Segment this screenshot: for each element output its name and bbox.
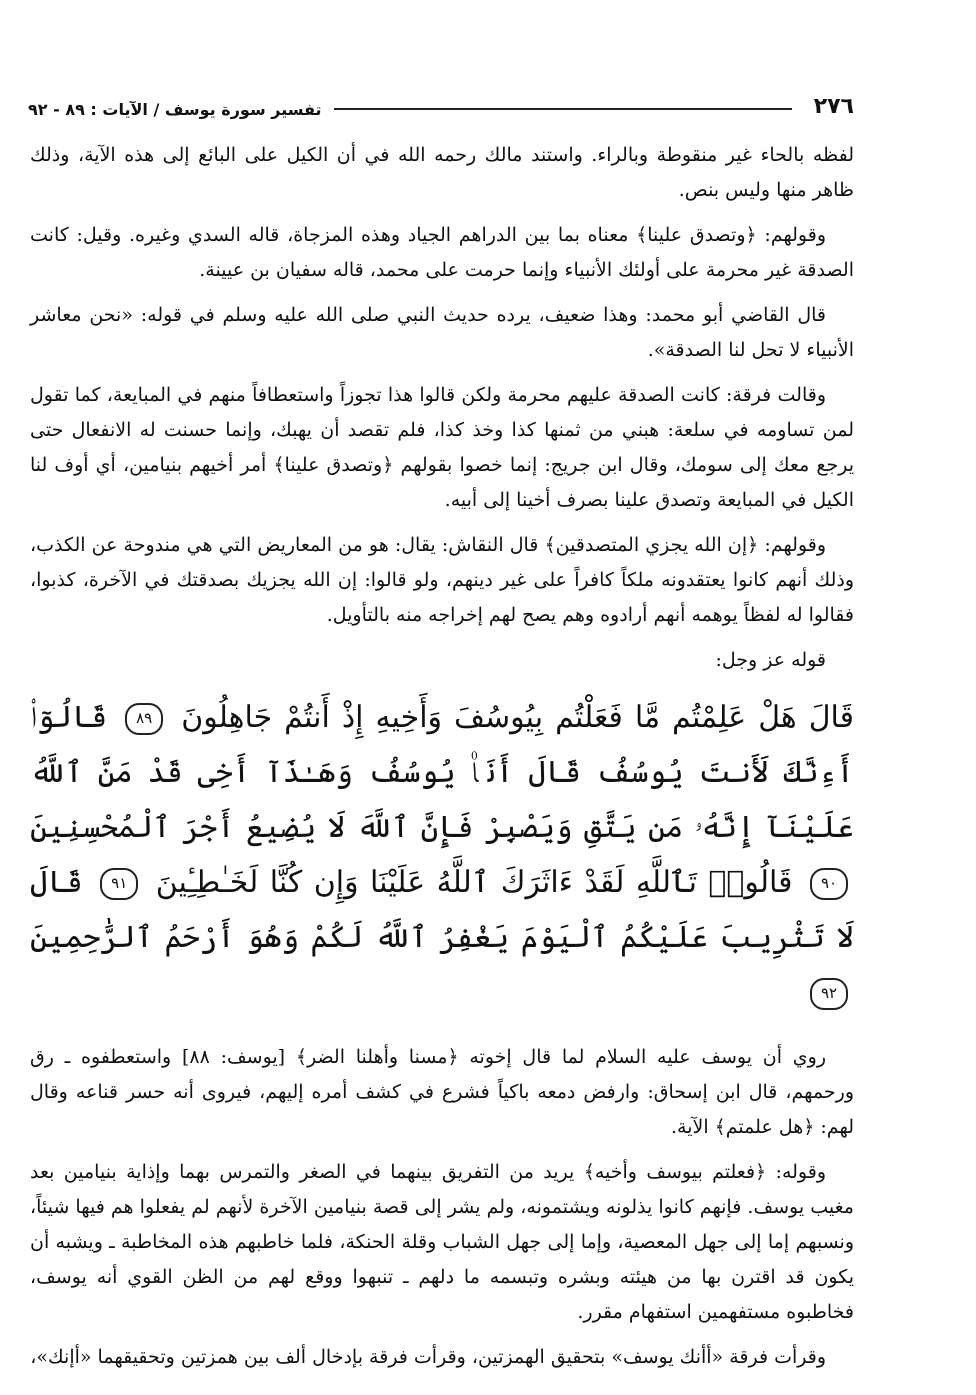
verse-90-number: ٩٠ (810, 868, 848, 900)
paragraph-2: وقولهم: ﴿وتصدق علينا﴾ معناه بما بين الدراهم الجياد وهذه المزجاة، قاله السدي وغيره. وقيل: كانت الصدقة غير محرمة على أولئك الأنبياء وإنما حرمت على محمد، قاله سفيان بن عيينة. (30, 224, 854, 281)
verse-intro: قوله عز وجل: (715, 649, 826, 671)
paragraph-4: وقالت فرقة: كانت الصدقة عليهم محرمة ولكن قالوا هذا تجوزاً واستعطافاً منهم في المبايعة، كما تقول لمن تساومه في سلعة: هبني من ثمنها كذا وخذ كذا، فلم تقصد أن يهبك، وإنما حسنت له الانفعال حتى يرجع معك إلى سومك، وقال ابن جريج: إنما خصوا بقولهم ﴿وتصدق علينا﴾ أمر أخيهم بنيامين، أي أوف لنا الكيل في المبايعة وتصدق علينا بصرف أخينا إلى أبيه. (30, 384, 854, 511)
page-body (30, 138, 854, 1385)
verse-89-text: قَالَ هَلْ عَلِمْتُم مَّا فَعَلْتُم بِيُوسُفَ وَأَخِيهِ إِذْ أَنتُمْ جَاهِلُونَ (181, 700, 854, 735)
paragraph-9: وقرأت فرقة «أأنك يوسف» بتحقيق الهمزتين، وقرأت فرقة بإدخال ألف بين همزتين وتحقيقهما «أإنك»، (30, 1346, 826, 1368)
page-header (28, 84, 854, 118)
verse-91-text: قَالُوا۟ تَٱللَّهِ لَقَدْ ءَاثَرَكَ ٱللَّهُ عَلَيْنَا وَإِن كُنَّا لَخَـٰطِـِٔينَ (155, 865, 793, 900)
paragraph-3: قال القاضي أبو محمد: وهذا ضعيف، يرده حديث النبي صلى الله عليه وسلم في قوله: «نحن معاشر الأنبياء لا تحل لنا الصدقة». (30, 304, 854, 361)
header-rule (334, 108, 792, 110)
verse-89-number: ٨٩ (125, 703, 163, 735)
verse-92-number: ٩٢ (810, 978, 848, 1010)
paragraph-1: لفظه بالحاء غير منقوطة وبالراء. واستند مالك رحمه الله في أن الكيل على البائع إلى هذه الآية، وذلك ظاهر منها وليس بنص. (30, 144, 854, 201)
running-title: تفسير سورة يوسف / الآيات : ٨٩ - ٩٢ (28, 100, 322, 119)
paragraph-7: روي أن يوسف عليه السلام لما قال إخوته ﴿مسنا وأهلنا الضر﴾ [يوسف: ٨٨] واستعطفوه ـ رق ورحمهم، قال ابن إسحاق: وارفض دمعه باكياً فشرع في كشف أمره إليهم، فيروى أنه حسر قناعه وقال لهم: ﴿هل علمتم﴾ الآية. (30, 1046, 854, 1138)
quran-verses-block (30, 690, 854, 1020)
page-number: ٢٧٦ (813, 94, 854, 119)
paragraph-8: وقوله: ﴿فعلتم بيوسف وأخيه﴾ يريد من التفريق بينهما في الصغر والتمرس بهما وإذاية بنيامين بعد مغيب يوسف. فإنهم كانوا يذلونه ويشتمونه، ولم يشر إلى قصة بنيامين الآخرة لأنهم لم يفعلوا هم فيها شيئاً، ونسبهم إما إلى جهل المعصية، وإما إلى جهل الشباب وقلة الحنكة، فلما خاطبهم هذه المخاطبة ـ ويشبه أن يكون قد اقترن بها من هيئته وبشره وتبسمه ما دلهم ـ تنبهوا ووقع لهم من الظن القوي أنه يوسف، فخاطبوه مستفهمين استفهام مقرر. (30, 1161, 854, 1323)
verse-91-number: ٩١ (100, 868, 138, 900)
verse-92-text: قَالَ لَا تَثْرِيبَ عَلَيْكُمُ ٱلْيَوْمَ يَغْفِرُ ٱللَّهُ لَكُمْ وَهُوَ أَرْحَمُ ٱلرَّٰحِمِينَ (30, 865, 854, 955)
paragraph-5: وقولهم: ﴿إن الله يجزي المتصدقين﴾ قال النقاش: يقال: هو من المعاريض التي هي مندوحة عن الكذب، وذلك أنهم كانوا يعتقدونه ملكاً كافراً على غير دينهم، ولو قالوا: إن الله يجزيك بصدقتك في الآخرة، كذبوا، فقالوا له لفظاً يوهمه أنهم أرادوه وهم يصح لهم إخراجه منه بالتأويل. (30, 534, 854, 626)
verse-90-text: قَالُوٓا۟ أَءِنَّكَ لَأَنتَ يُوسُفُ قَالَ أَنَا۠ يُوسُفُ وَهَـٰذَآ أَخِى قَدْ مَنَّ ٱللَّهُ عَلَيْنَآ إِنَّهُۥ مَن يَتَّقِ وَيَصْبِرْ فَإِنَّ ٱللَّهَ لَا يُضِيعُ أَجْرَ ٱلْمُحْسِنِينَ (30, 700, 854, 845)
